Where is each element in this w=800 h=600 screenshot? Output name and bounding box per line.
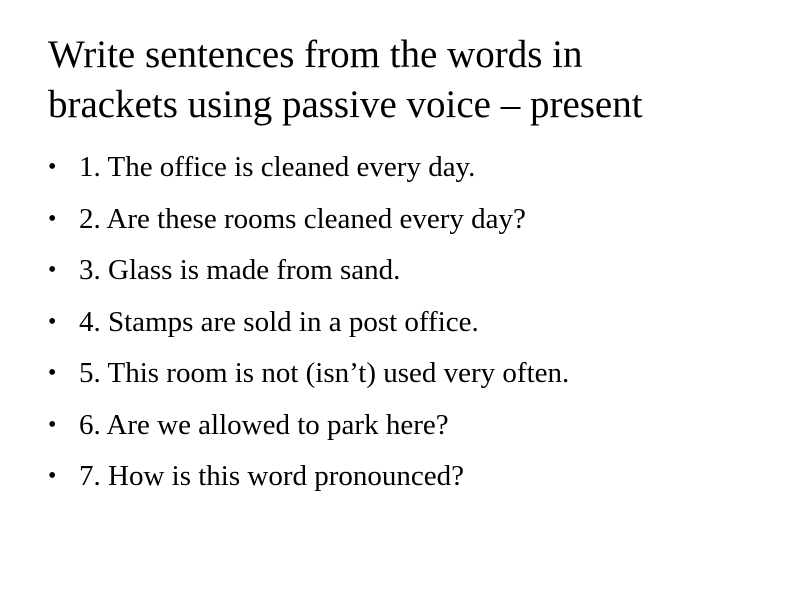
list-item-text: 2. Are these rooms cleaned every day? — [79, 202, 526, 235]
sentence-list — [48, 146, 768, 507]
bullet-icon: • — [48, 257, 57, 283]
list-item-text: 6. Are we allowed to park here? — [79, 408, 449, 441]
slide-title-line: brackets using passive voice – present — [48, 83, 643, 126]
list-item — [48, 455, 768, 507]
list-item — [48, 352, 768, 404]
bullet-icon: • — [48, 360, 57, 386]
list-item-text: 4. Stamps are sold in a post office. — [79, 305, 479, 338]
list-item — [48, 404, 768, 456]
list-item-text: 1. The office is cleaned every day. — [79, 151, 476, 183]
slide-title — [48, 30, 768, 130]
list-item — [48, 198, 768, 250]
bullet-icon: • — [48, 308, 57, 335]
list-item — [48, 146, 768, 198]
list-item-text: 5. This room is not (isn’t) used very often. — [79, 357, 570, 389]
slide-title-line: Write sentences from the words in — [48, 33, 583, 76]
bullet-icon: • — [48, 154, 57, 180]
bullet-icon: • — [48, 463, 57, 489]
list-item — [48, 301, 768, 353]
list-item — [48, 249, 768, 301]
bullet-icon: • — [48, 411, 57, 438]
bullet-icon: • — [48, 205, 57, 232]
list-item-text: 7. How is this word pronounced? — [79, 460, 465, 492]
list-item-text: 3. Glass is made from sand. — [79, 254, 401, 286]
